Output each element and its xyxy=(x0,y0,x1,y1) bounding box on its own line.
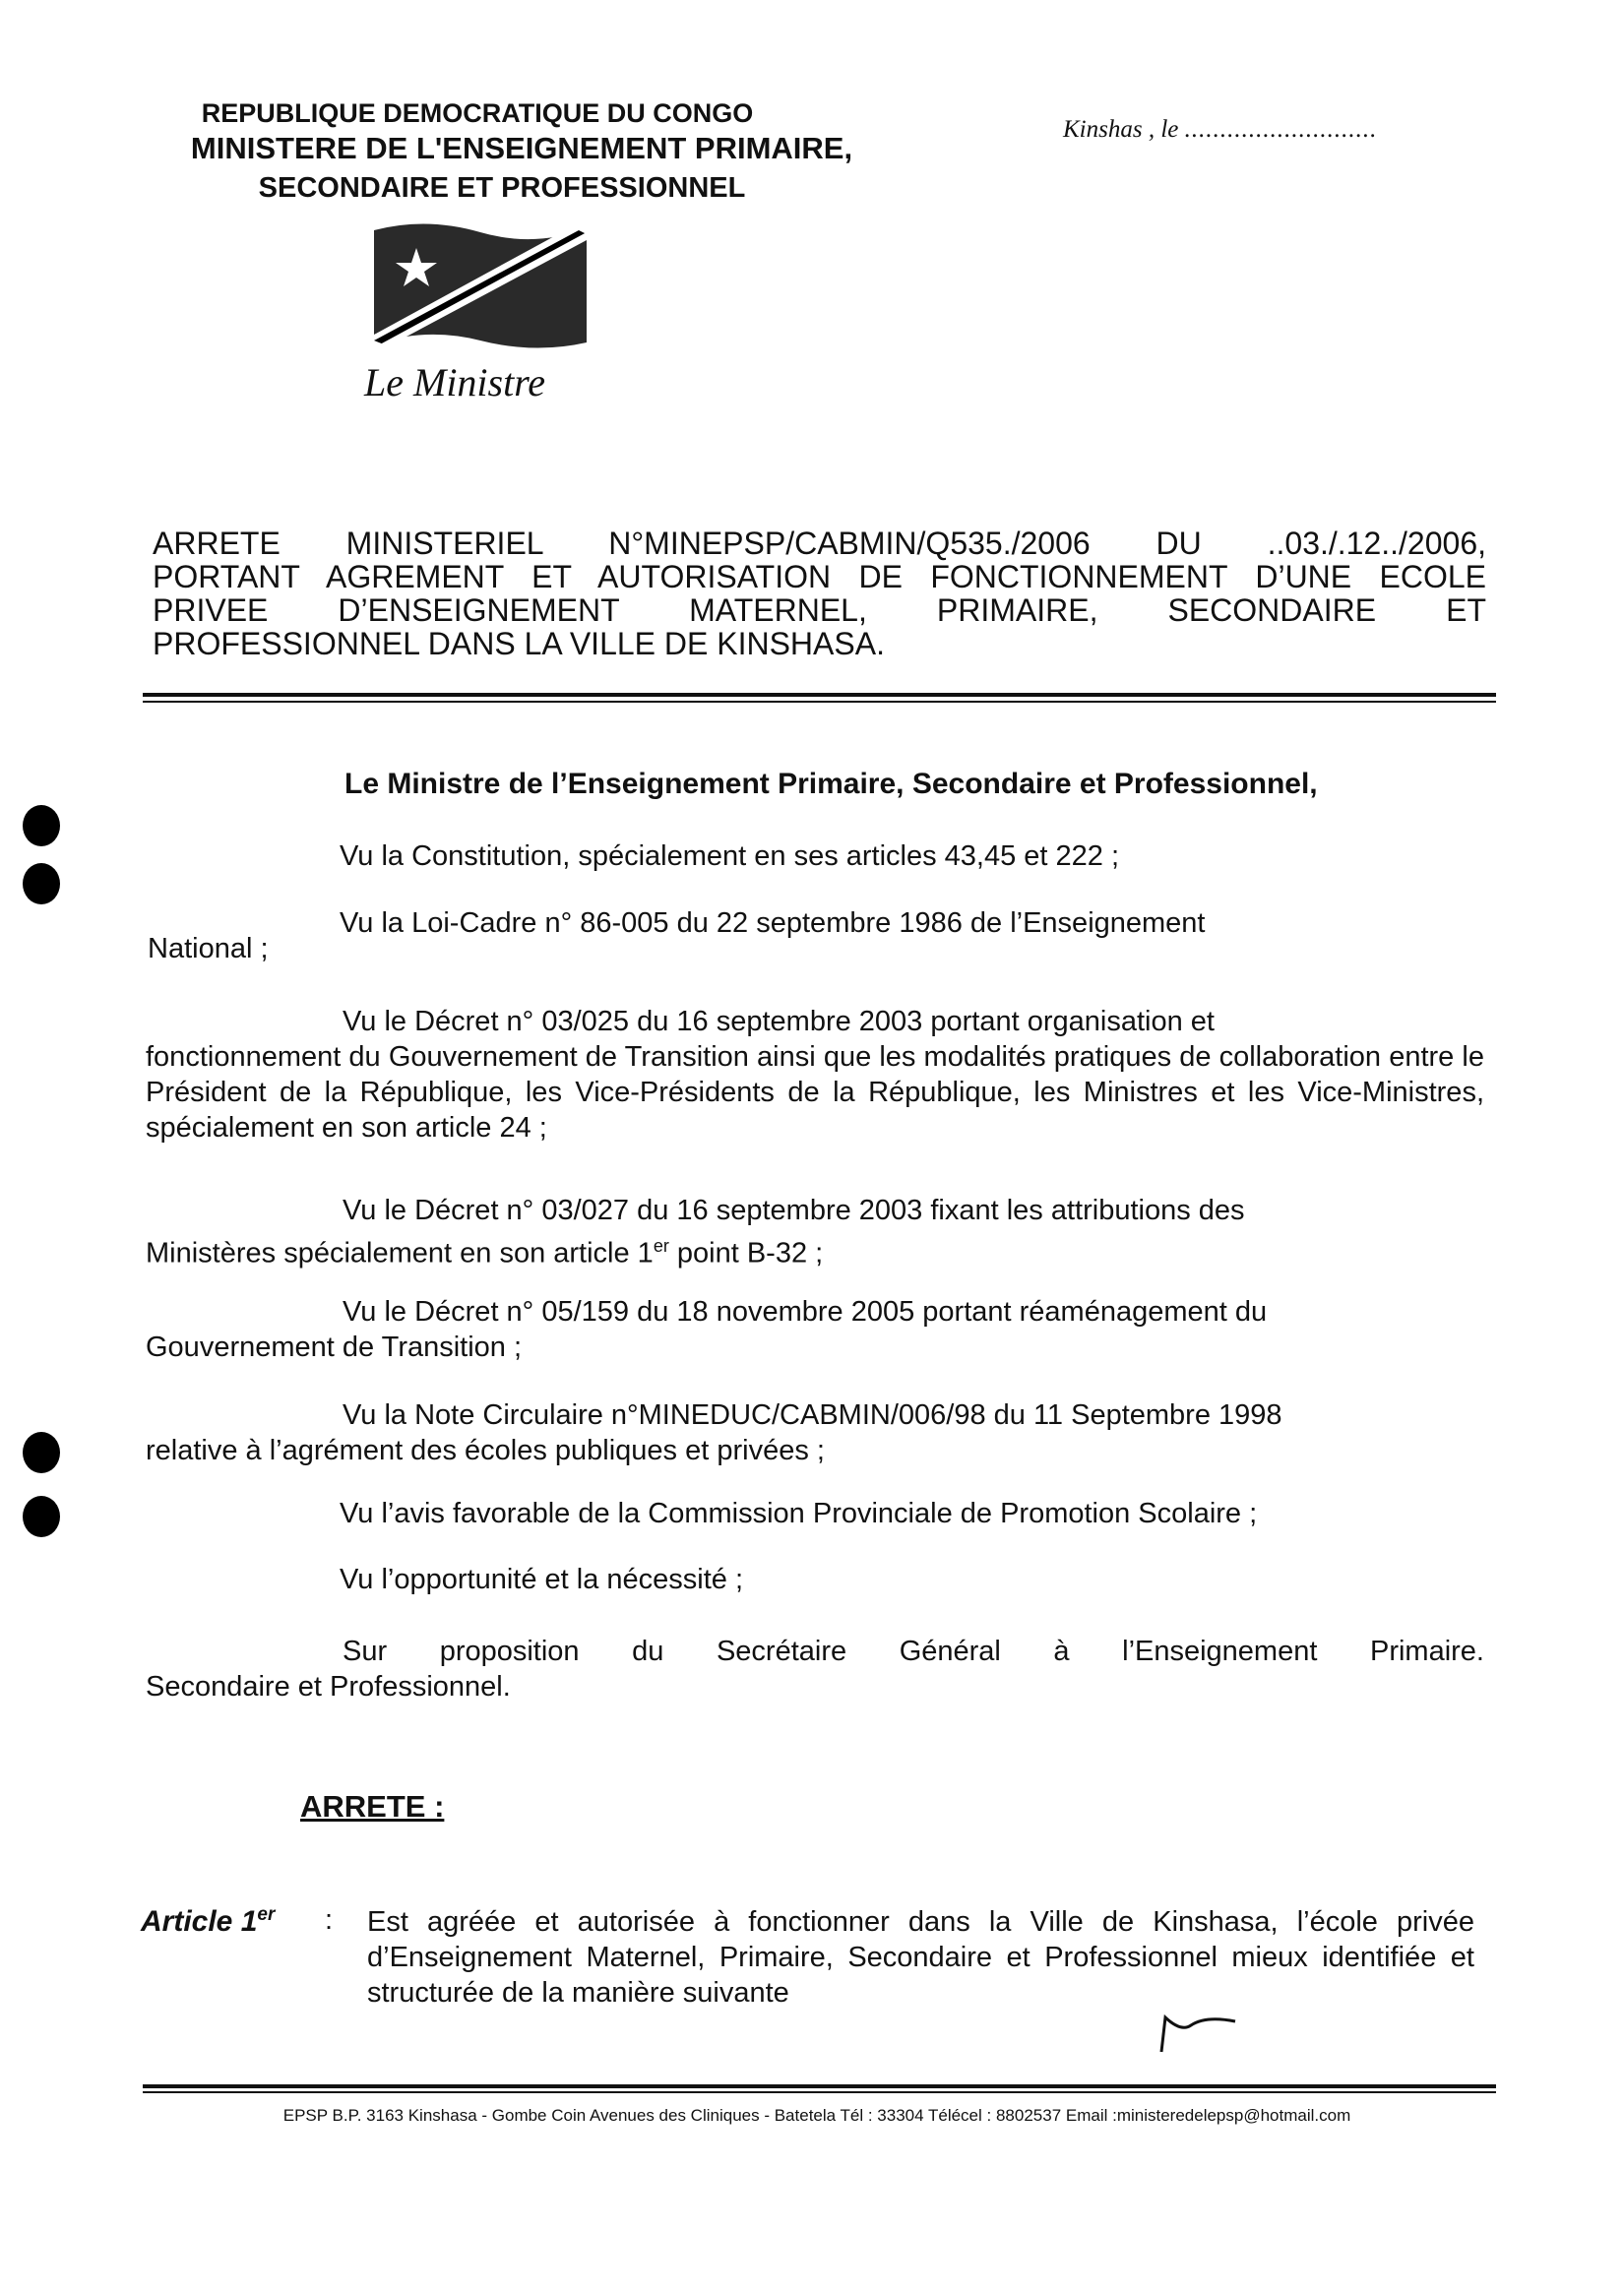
binder-hole-mark xyxy=(23,1432,60,1473)
initials-signature xyxy=(1152,2008,1240,2057)
article-1-label: Article 1er xyxy=(141,1904,276,1938)
header-ministry-cont: SECONDAIRE ET PROFESSIONNEL xyxy=(258,172,746,204)
consideration-loi-cadre: Vu la Loi-Cadre n° 86-005 du 22 septembre 1986 de l’Enseignement xyxy=(340,907,1206,939)
place-date xyxy=(1063,116,1377,144)
footer-divider-thin xyxy=(143,2091,1496,2093)
header-ministry: MINISTERE DE L'ENSEIGNEMENT PRIMAIRE, xyxy=(190,131,853,165)
date-placeholder: ........................... xyxy=(1184,116,1378,143)
decree-title-line: ARRETE MINISTERIEL N°MINEPSP/CABMIN/Q535./2006 DU ..03./.12../2006, xyxy=(153,526,1486,561)
footer-divider xyxy=(143,2084,1496,2088)
article-1-colon: : xyxy=(325,1904,334,1936)
title-divider-thin xyxy=(143,701,1496,703)
binder-hole-mark xyxy=(23,805,60,846)
binder-hole-mark xyxy=(23,863,60,904)
flag-emblem-icon xyxy=(372,218,589,354)
header-republic: REPUBLIQUE DEMOCRATIQUE DU CONGO xyxy=(201,98,754,128)
consideration-decret-025: Vu le Décret n° 03/025 du 16 septembre 2003 portant organisation et fonctionnement du Gouvernement de Transition ainsi que les modalités pratiques de collaboration entre le Président de la République, les Vice-Présidents de la République, les Ministres et les Vice-Ministres, spécialement en son article 24 ; xyxy=(146,1006,1484,1144)
consideration-decret-159: Vu le Décret n° 05/159 du 18 novembre 2005 portant réaménagement du Gouvernement de Transition ; xyxy=(146,1296,1268,1363)
article-1-text: Est agréée et autorisée à fonctionner dans la Ville de Kinshasa, l’école privée d’Enseignement Maternel, Primaire, Secondaire et Professionnel mieux identifiée et structurée de la manière suivante xyxy=(367,1906,1474,2009)
place-label: Kinshas , le xyxy=(1063,116,1179,143)
arrete-heading: ARRETE : xyxy=(300,1789,445,1824)
consideration-avis: Vu l’avis favorable de la Commission Provinciale de Promotion Scolaire ; xyxy=(340,1498,1258,1529)
signatory-title: Le Ministre xyxy=(364,360,546,404)
consideration-proposition: Sur proposition du Secrétaire Général à l’Enseignement Primaire. Secondaire et Professionnel. xyxy=(146,1636,1484,1703)
footer-contact: EPSP B.P. 3163 Kinshasa - Gombe Coin Avenues des Cliniques - Batetela Tél : 33304 Télécel : 8802537 Email :ministeredelepsp@hotmail.com xyxy=(282,2106,1351,2125)
consideration-decret-027: Vu le Décret n° 03/027 du 16 septembre 2003 fixant les attributions des Ministères spécialement en son article 1er point B-32 ; xyxy=(146,1195,1245,1270)
consideration-opportunite: Vu l’opportunité et la nécessité ; xyxy=(340,1564,744,1595)
decree-title-line: PORTANT AGREMENT ET AUTORISATION DE FONCTIONNEMENT D’UNE ECOLE xyxy=(153,559,1486,594)
consideration-note-circulaire: Vu la Note Circulaire n°MINEDUC/CABMIN/006/98 du 11 Septembre 1998 relative à l’agrément des écoles publiques et privées ; xyxy=(146,1399,1282,1466)
minister-preamble: Le Ministre de l’Enseignement Primaire, Secondaire et Professionnel, xyxy=(344,768,1318,800)
decree-title-line: PRIVEE D’ENSEIGNEMENT MATERNEL, PRIMAIRE, SECONDAIRE ET xyxy=(153,592,1486,628)
title-divider xyxy=(143,693,1496,697)
consideration-constitution: Vu la Constitution, spécialement en ses articles 43,45 et 222 ; xyxy=(340,840,1120,872)
decree-title-line: PROFESSIONNEL DANS LA VILLE DE KINSHASA. xyxy=(153,626,885,661)
decree-title xyxy=(153,527,1486,660)
binder-hole-mark xyxy=(23,1496,60,1537)
consideration-loi-cadre-cont: National ; xyxy=(148,933,269,964)
